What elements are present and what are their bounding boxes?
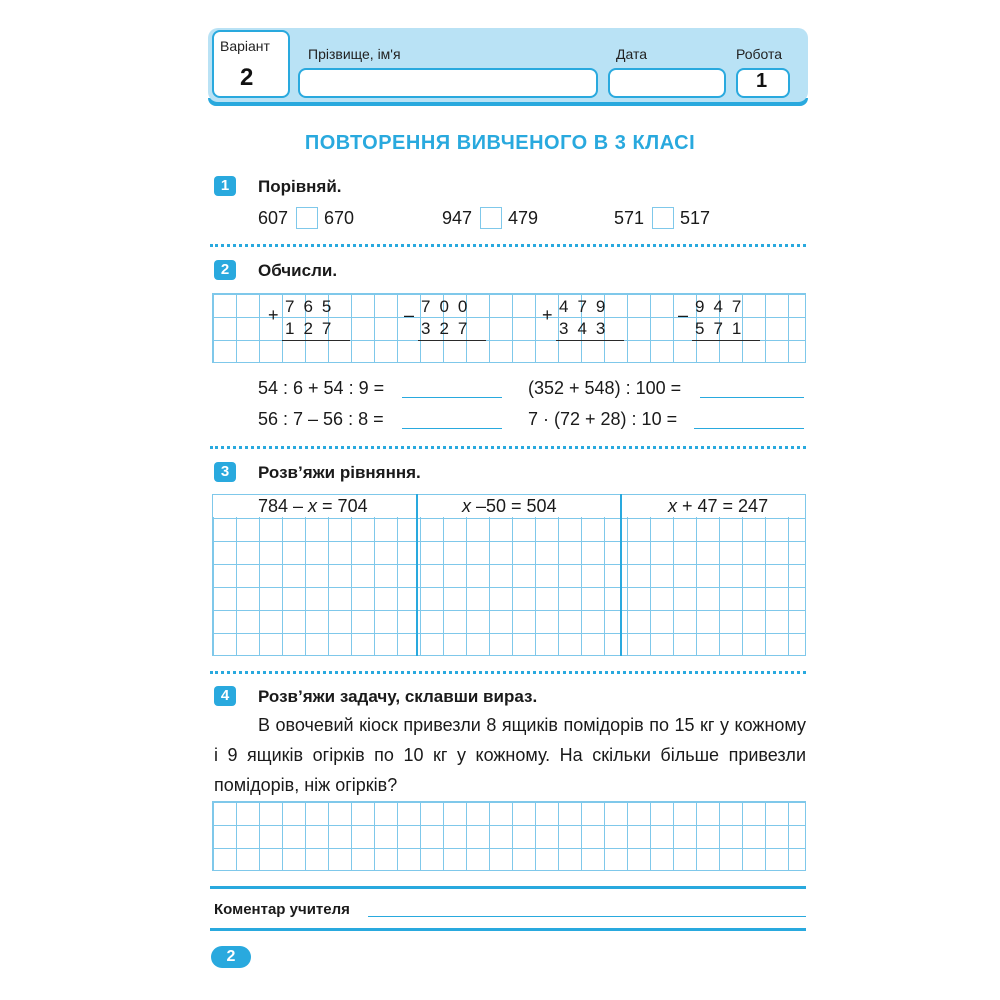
column-top-number: 947 — [695, 297, 751, 316]
header-panel — [208, 28, 808, 106]
compare-right: 479 — [508, 208, 539, 228]
problem-text: В овочевий кіоск привезли 8 ящиків помідорів по 15 кг у кожному і 9 ящиків огірків по 10 кг у кожному. На скільки більше привезли помідорів, ніж огірків? — [214, 715, 806, 795]
column-bottom-number: 571 — [695, 319, 751, 338]
section-divider — [210, 671, 806, 674]
task4-badge: 4 — [214, 686, 236, 706]
task3-title: Розв’яжи рівняння. — [258, 463, 421, 482]
equation-divider — [620, 494, 622, 656]
equation — [668, 496, 768, 517]
equation-part: –50 = 504 — [471, 496, 557, 516]
variant-label: Варіант — [220, 38, 270, 54]
answer-line[interactable] — [402, 397, 502, 398]
column-sign: + — [542, 305, 553, 325]
task1-badge: 1 — [214, 176, 236, 196]
compare-left: 607 — [258, 208, 289, 228]
column-top-number: 479 — [559, 297, 615, 316]
compare-box[interactable] — [296, 207, 318, 229]
comment-label: Коментар учителя — [214, 901, 350, 918]
column-underline — [282, 340, 350, 341]
equation-part: + 47 = 247 — [677, 496, 769, 516]
section-divider — [210, 244, 806, 247]
work-number: 1 — [756, 70, 768, 92]
work-label: Робота — [736, 46, 783, 62]
equation-grid[interactable] — [212, 494, 806, 656]
answer-line[interactable] — [694, 428, 804, 429]
compare-left: 947 — [442, 208, 473, 228]
column-underline — [692, 340, 760, 341]
column-top-number: 765 — [285, 297, 341, 316]
equation-variable: x — [308, 496, 318, 516]
expression: (352 + 548) : 100 = — [528, 378, 682, 398]
compare-box[interactable] — [652, 207, 674, 229]
column-bottom-number: 127 — [285, 319, 341, 338]
answer-line[interactable] — [700, 397, 804, 398]
column-bottom-number: 327 — [421, 319, 477, 338]
page-title: ПОВТОРЕННЯ ВИВЧЕНОГО В 3 КЛАСІ — [304, 132, 696, 154]
task2-badge: 2 — [214, 260, 236, 280]
task2-title: Обчисли. — [258, 261, 338, 280]
column-underline — [418, 340, 486, 341]
column-top-number: 700 — [421, 297, 477, 316]
variant-number: 2 — [240, 64, 254, 91]
date-label: Дата — [616, 46, 648, 62]
equation — [258, 496, 368, 517]
name-label: Прізвище, ім'я — [308, 46, 401, 62]
equation-divider — [416, 494, 418, 656]
section-divider — [210, 446, 806, 449]
equation-part: = 704 — [317, 496, 368, 516]
column-bottom-number: 343 — [559, 319, 615, 338]
task1-title: Порівняй. — [258, 177, 342, 196]
column-sign: – — [678, 305, 689, 325]
column-underline — [556, 340, 624, 341]
compare-box[interactable] — [480, 207, 502, 229]
compare-left: 571 — [614, 208, 645, 228]
equation — [462, 496, 557, 517]
solution-grid[interactable] — [212, 801, 806, 871]
footer-rule — [210, 928, 806, 931]
footer-rule — [210, 886, 806, 889]
answer-line[interactable] — [402, 428, 502, 429]
column-sign: + — [268, 305, 279, 325]
expression: 7 · (72 + 28) : 10 = — [528, 409, 678, 429]
column-sign: – — [404, 305, 415, 325]
equation-variable: x — [668, 496, 677, 516]
task4-title: Розв’яжи задачу, склавши вираз. — [258, 687, 538, 706]
comment-line[interactable] — [368, 916, 806, 917]
page-number-badge: 2 — [211, 946, 251, 968]
equation-variable: x — [462, 496, 471, 516]
compare-right: 670 — [324, 208, 355, 228]
equation-part: 784 – — [258, 496, 309, 516]
name-field[interactable] — [298, 68, 598, 98]
task3-badge: 3 — [214, 462, 236, 482]
compare-right: 517 — [680, 208, 711, 228]
date-field[interactable] — [608, 68, 726, 98]
expression: 56 : 7 – 56 : 8 = — [258, 409, 384, 429]
expression: 54 : 6 + 54 : 9 = — [258, 378, 385, 398]
